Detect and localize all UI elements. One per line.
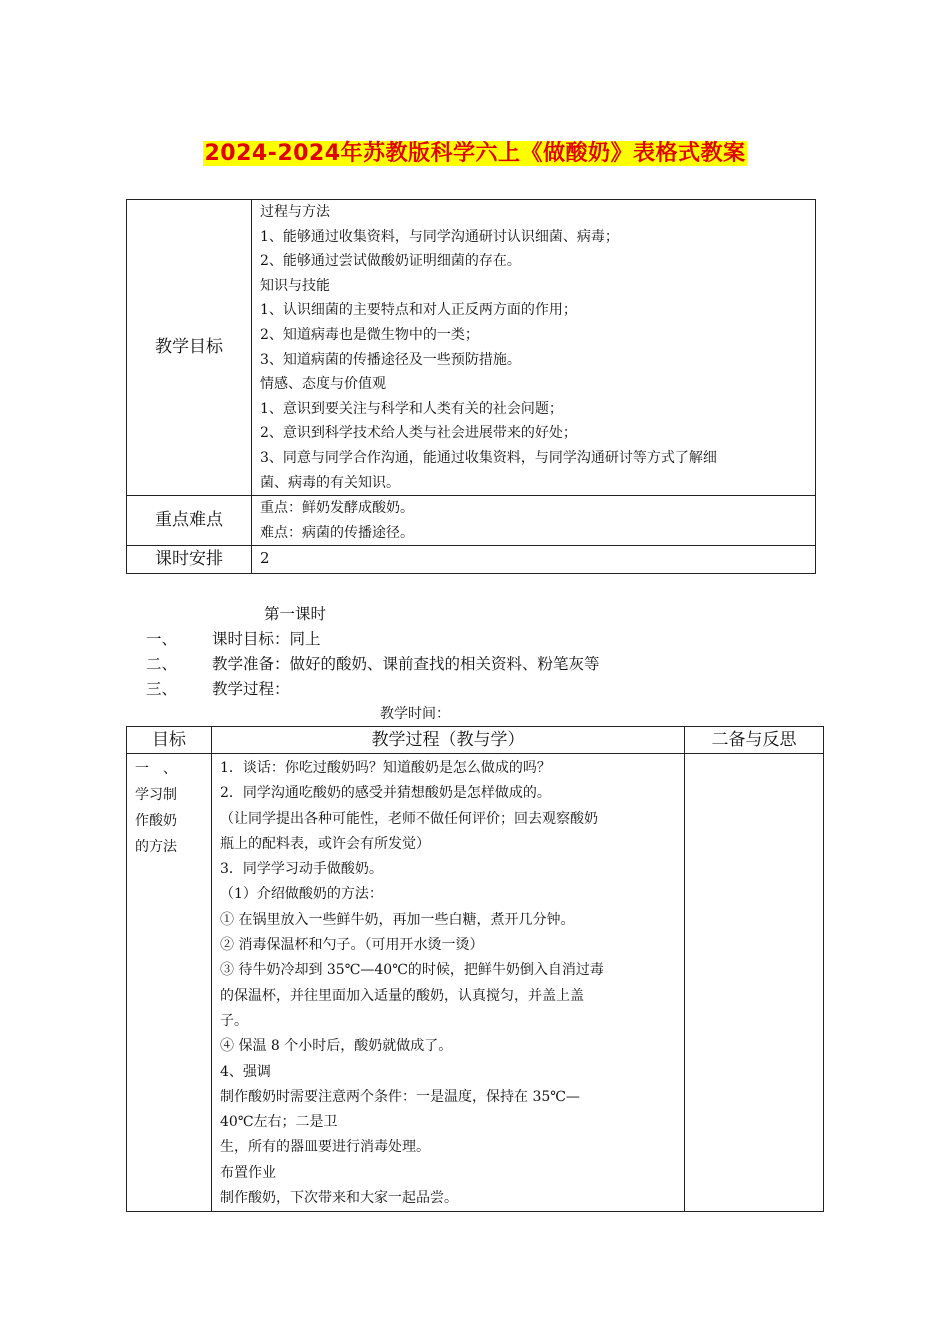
lesson-item-2-text: 教学准备：做好的酸奶、课前查找的相关资料、粉笔灰等 <box>212 655 600 673</box>
goals-label: 教学目标 <box>127 200 252 496</box>
lesson-item-3-text: 教学过程： <box>212 680 290 698</box>
info-table <box>126 199 816 574</box>
process-line: 子。 <box>220 1012 248 1029</box>
goals-line: 3、同意与同学合作沟通，能通过收集资料，与同学沟通研讨等方式了解细 <box>260 449 717 466</box>
hours-row <box>127 546 816 574</box>
key-points-content <box>252 496 816 546</box>
goals-line: 知识与技能 <box>260 277 330 294</box>
goals-line: 3、知道病菌的传播途径及一些预防措施。 <box>260 351 521 368</box>
lesson-item-3-num: 三、 <box>146 680 178 698</box>
goals-line: 2、知道病毒也是微生物中的一类； <box>260 326 479 343</box>
process-line: （1）介绍做酸奶的方法： <box>220 886 383 903</box>
process-line: 制作酸奶，下次带来和大家一起品尝。 <box>220 1190 458 1207</box>
goals-line: 1、能够通过收集资料，与同学沟通研讨认识细菌、病毒； <box>260 228 619 245</box>
goal-line: 的方法 <box>135 839 177 855</box>
process-line: ③ 待牛奶冷却到 35℃—40℃的时候，把鲜牛奶倒入自消过毒 <box>220 962 604 979</box>
goals-content <box>252 200 816 496</box>
lesson-item-2-num: 二、 <box>146 655 178 673</box>
header-reflection: 二备与反思 <box>685 727 824 754</box>
hours-value: 2 <box>252 546 816 574</box>
header-goal: 目标 <box>127 727 212 754</box>
process-line: 40℃左右；二是卫 <box>220 1114 338 1131</box>
goals-line: 2、意识到科学技术给人类与社会进展带来的好处； <box>260 425 577 442</box>
teaching-time-label: 教学时间： <box>380 706 450 722</box>
goal-cell <box>127 754 212 1212</box>
document-title: 2024-2024年苏教版科学六上《做酸奶》表格式教案 <box>204 141 746 166</box>
goals-line: 1、意识到要关注与科学和人类有关的社会问题； <box>260 400 563 417</box>
goal-line: 学习制 <box>135 787 177 803</box>
goal-line: 一 、 <box>135 761 177 777</box>
key-points-label: 重点难点 <box>127 496 252 546</box>
reflection-cell <box>685 754 824 1212</box>
key-points-row <box>127 496 816 546</box>
goal-line: 作酸奶 <box>135 813 177 829</box>
process-line: 瓶上的配料表，或许会有所发觉） <box>220 835 430 852</box>
process-line: （让同学提出各种可能性，老师不做任何评价；回去观察酸奶 <box>220 810 598 827</box>
header-process: 教学过程（教与学） <box>212 727 685 754</box>
process-header-row <box>127 727 824 754</box>
process-cell <box>212 754 685 1212</box>
process-line: 3．同学学习动手做酸奶。 <box>220 861 383 878</box>
process-line: 制作酸奶时需要注意两个条件：一是温度，保持在 35℃— <box>220 1088 580 1105</box>
lesson-heading: 第一课时 <box>264 605 327 623</box>
goals-line: 2、能够通过尝试做酸奶证明细菌的存在。 <box>260 253 521 270</box>
lesson-item-1-num: 一、 <box>146 630 178 648</box>
process-table <box>126 726 824 1212</box>
process-line: 4、强调 <box>220 1063 271 1080</box>
process-line: 1．谈话：你吃过酸奶吗？知道酸奶是怎么做成的吗？ <box>220 760 551 776</box>
document-title-wrap <box>0 136 950 167</box>
process-row <box>127 754 824 1212</box>
key-point-line: 难点：病菌的传播途径。 <box>260 524 414 541</box>
goals-line: 菌、病毒的有关知识。 <box>260 474 400 491</box>
hours-label: 课时安排 <box>127 546 252 574</box>
process-line: 的保温杯，并往里面加入适量的酸奶，认真搅匀，并盖上盖 <box>220 987 584 1004</box>
lesson-item-1-text: 课时目标：同上 <box>212 630 321 648</box>
process-line: 布置作业 <box>220 1164 276 1181</box>
goals-line: 过程与方法 <box>260 204 330 220</box>
goals-line: 1、认识细菌的主要特点和对人正反两方面的作用； <box>260 302 577 319</box>
process-line: ④ 保温 8 个小时后，酸奶就做成了。 <box>220 1038 453 1055</box>
process-line: 2．同学沟通吃酸奶的感受并猜想酸奶是怎样做成的。 <box>220 785 551 802</box>
goals-line: 情感、态度与价值观 <box>260 376 386 393</box>
goals-row <box>127 200 816 496</box>
process-line: ② 消毒保温杯和勺子。（可用开水烫一烫） <box>220 937 484 954</box>
process-line: 生，所有的器皿要进行消毒处理。 <box>220 1139 430 1156</box>
key-point-line: 重点：鲜奶发酵成酸奶。 <box>260 500 414 517</box>
process-line: ① 在锅里放入一些鲜牛奶，再加一些白糖，煮开几分钟。 <box>220 911 575 928</box>
